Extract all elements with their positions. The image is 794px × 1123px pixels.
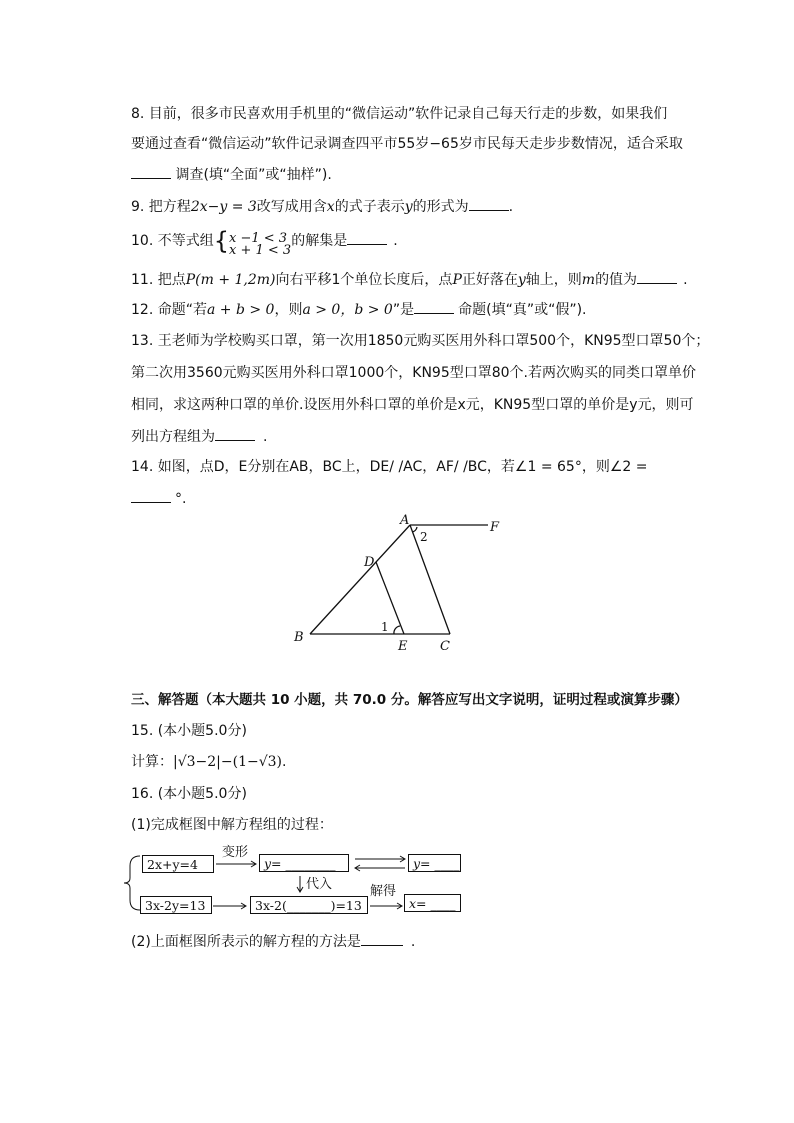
q13-line4: 列出方程组为 .: [131, 426, 267, 447]
q10-line: 10. 不等式组{ x −1 < 3 x + 1 < 3 的解集是 .: [131, 227, 398, 258]
answer-blank: [347, 230, 387, 245]
solve-label: 解得: [370, 884, 397, 899]
point-D-label: D: [364, 555, 375, 570]
point-A-label: A: [400, 513, 410, 528]
answer-blank: [637, 269, 677, 284]
system-brace-shape: [124, 856, 140, 910]
q8-line2: 要通过查看“微信运动”软件记录调查四平市55岁−65岁市民每天走步步数情况，适合采取: [131, 136, 683, 152]
point-C-label: C: [440, 639, 450, 654]
angle2-label: 2: [420, 530, 428, 544]
answer-blank: [469, 196, 509, 211]
q8-line1: 8. 目前，很多市民喜欢用手机里的“微信运动”软件记录自己每天行走的步数，如果我们: [131, 106, 668, 122]
angle2-arc: [412, 527, 417, 532]
q13-line2: 第二次用3560元购买医用外科口罩1000个，KN95型口罩80个.若两次购买的同类口罩单价: [131, 365, 696, 381]
answer-blank: [414, 299, 454, 314]
inequality-system: x −1 < 3 x + 1 < 3: [229, 231, 292, 258]
q13-line1: 13. 王老师为学校购买口罩，第一次用1850元购买医用外科口罩500个，KN95型口罩50个；: [131, 333, 710, 349]
q14-line1: 14. 如图，点D，E分别在AB，BC上，DE/ /AC，AF/ /BC，若∠1 = 65°，则∠2 =: [131, 459, 648, 475]
segment-DE: [376, 562, 404, 634]
answer-blank: [131, 488, 171, 503]
angle1-label: 1: [381, 620, 389, 634]
q14-line2: °.: [131, 488, 186, 509]
angle1-arc: [394, 626, 400, 634]
x-result-box: x= ____: [404, 894, 461, 912]
q11-line: 11. 把点P(m + 1,2m)向右平移1个单位长度后，点P正好落在y轴上，则m的值为 .: [131, 269, 688, 290]
q16-head: 16. (本小题5.0分): [131, 786, 247, 802]
q16-part1: (1)完成框图中解方程组的过程：: [131, 817, 333, 833]
q9-line: 9. 把方程2x−y = 3改写成用含x的式子表示y的形式为 .: [131, 196, 513, 217]
q8-line3: 调查(填“全面”或“抽样”).: [131, 164, 332, 185]
q16-part2: (2)上面框图所表示的解方程的方法是 .: [131, 931, 415, 952]
answer-blank: [215, 426, 255, 441]
y-result-box: y= ____: [408, 854, 461, 872]
q13-line3: 相同，求这两种口罩的单价.设医用外科口罩的单价是x元，KN95型口罩的单价是y元，则可: [131, 397, 694, 413]
system-brace: {: [213, 227, 229, 255]
answer-blank: [361, 931, 403, 946]
point-F-label: F: [490, 520, 500, 535]
transform-label: 变形: [222, 845, 249, 860]
substituted-equation-box: 3x-2(_______)=13: [250, 896, 368, 914]
answer-blank: [131, 164, 171, 179]
point-E-label: E: [398, 639, 408, 654]
section3-title: 三、解答题（本大题共 10 小题，共 70.0 分。解答应写出文字说明，证明过程或演算步骤）: [131, 692, 688, 708]
segment-AB: [310, 525, 410, 634]
q15-calc: 计算：|√3−2|−(1−√3).: [131, 754, 287, 770]
q15-head: 15. (本小题5.0分): [131, 723, 247, 739]
substitute-label: 代入: [306, 877, 333, 892]
equation-2-box: 3x-2y=13: [140, 896, 212, 914]
point-B-label: B: [294, 630, 304, 645]
equation-1-box: 2x+y=4: [142, 855, 214, 873]
q12-line: 12. 命题“若a + b > 0，则a > 0，b > 0”是 命题(填“真”或“假”).: [131, 299, 587, 320]
y-expression-box: y= ________: [259, 854, 349, 872]
segment-AC: [410, 525, 450, 634]
